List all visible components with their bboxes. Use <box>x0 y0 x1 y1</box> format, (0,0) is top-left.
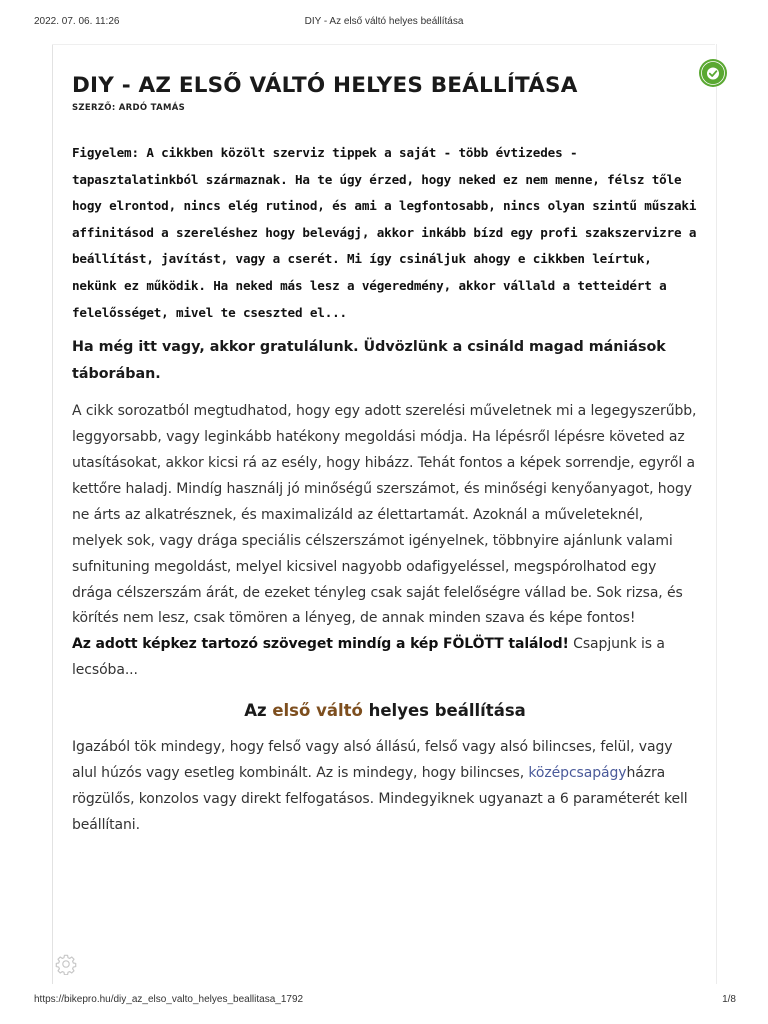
article-title: DIY - AZ ELSŐ VÁLTÓ HELYES BEÁLLÍTÁSA <box>72 73 578 98</box>
article-author: SZERZŐ: ARDÓ TAMÁS <box>72 103 186 113</box>
print-footer <box>0 994 768 1008</box>
print-datetime: 2022. 07. 06. 11:26 <box>34 16 120 27</box>
warning-paragraph: Figyelem: A cikkben közölt szerviz tippek a saját - több évtizedes - tapasztalatinkból származnak. Ha te úgy érzed, hogy neked ez nem menne, félsz tőle hogy elrontod, nincs elég rutinod, és ami a legfontosabb, nincs olyan szintű műszaki affinitásod a szereléshez hogy belevágj, akkor inkább bízd egy profi szakszervizre a beállítást, javítást, vagy a cserét. Mi így csináljuk ahogy e cikkben leírtuk, nekünk ez működik. Ha neked más lesz a végeredmény, akkor vállald a tetteidért a felelősséget, mivel te cseszted el... <box>72 145 697 320</box>
bold-note: Az adott képkez tartozó szöveget mindíg a kép FÖLÖTT találod! <box>72 636 569 653</box>
print-page-title: DIY - Az első váltó helyes beállítása <box>304 16 464 27</box>
verified-badge-icon <box>698 58 728 88</box>
gear-icon <box>55 953 77 975</box>
article-content <box>72 70 698 838</box>
section-text-a: Igazából tök mindegy, hogy felső vagy alsó állású, felső vagy alsó bilincses, felül, vagy alul húzós vagy esetleg kombinált. Az is mindegy, hogy bilincses, <box>72 739 673 782</box>
print-header <box>0 16 768 30</box>
closing-text: Csapjunk is a lecsóba... <box>72 636 665 679</box>
congrats-paragraph: Ha még itt vagy, akkor gratulálunk. Üdvözlünk a csináld magad mániások táborában. <box>72 339 666 382</box>
section-title-accent: első váltó <box>272 701 363 721</box>
kozepcsapagy-link[interactable]: középcsapágy <box>528 765 627 782</box>
section-text-b: házra rögzülős, konzolos vagy direkt felfogatásos. Mindegyiknek ugyanazt a 6 paraméterét kell beállítani. <box>72 765 688 834</box>
section-title-post: helyes beállítása <box>362 701 526 721</box>
card-divider <box>52 44 715 45</box>
section-title <box>72 698 698 724</box>
section-paragraph <box>72 734 698 838</box>
intro-paragraph <box>72 399 698 684</box>
section-title-pre: Az <box>244 701 273 721</box>
print-page-number: 1/8 <box>722 994 736 1005</box>
intro-text: A cikk sorozatból megtudhatod, hogy egy adott szerelési műveletnek mi a legegyszerűbb, leggyorsabb, vagy leginkább hatékony megoldási módja. Ha lépésről lépésre követed az utasításokat, akkor kicsi rá az esély, hogy hibázz. Tehát fontos a képek sorrendje, egyről a kettőre haladj. Mindíg használj jó minőségű szerszámot, és minőségi kenyőanyagot, hogy ne árts az alkatrésznek, és maximalizáld az élettartamát. Azoknál a műveleteknél, melyek sok, vagy drága speciális célszerszámot igényelnek, többnyire ajánlunk valami sufnituning megoldást, melyel kicsivel nagyobb odafigyeléssel, megspórolhatod egy drága célszerszám árát, de ezeket tényleg csak saját felelőségre vállad be. Sok rizsa, és körítés nem lesz, csak tömören a lényeg, de annak minden szava és képe fontos! <box>72 403 697 627</box>
print-url: https://bikepro.hu/diy_az_elso_valto_helyes_beallitasa_1792 <box>34 994 304 1005</box>
